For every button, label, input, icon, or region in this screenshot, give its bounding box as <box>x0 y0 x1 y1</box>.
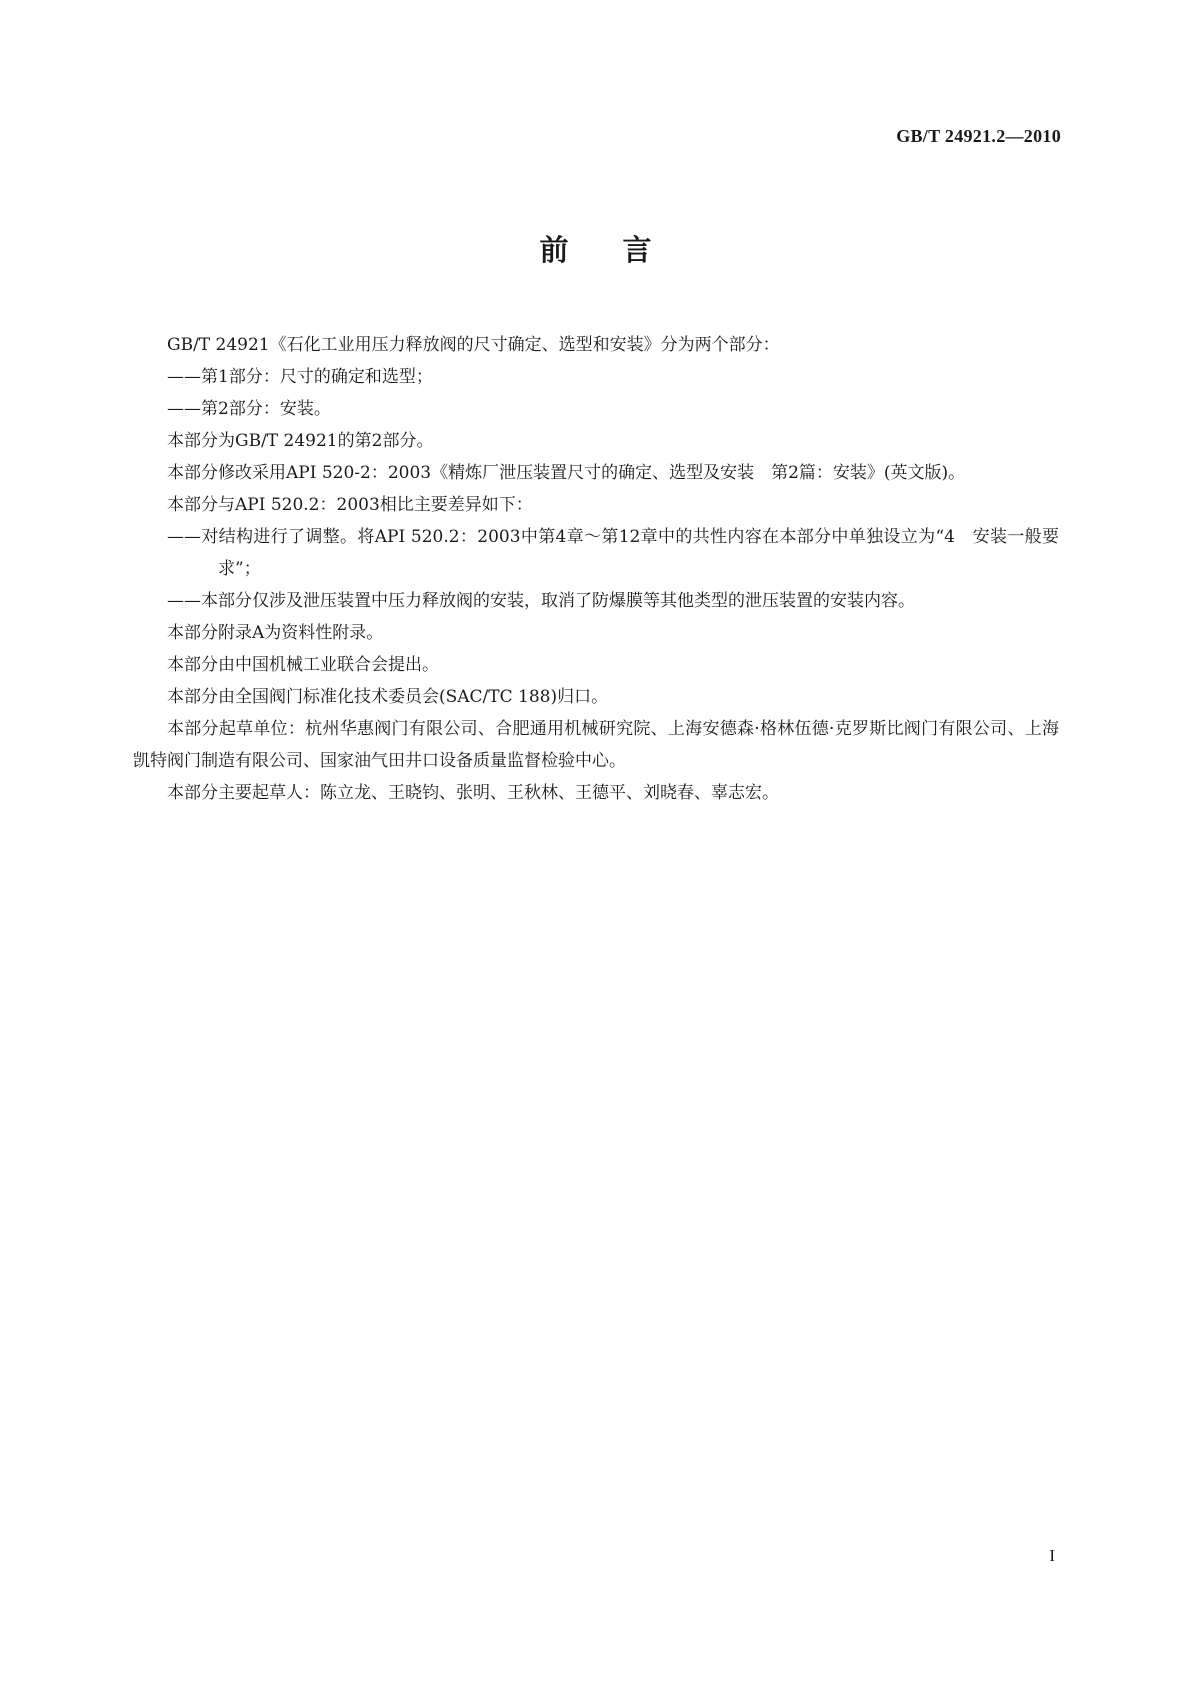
list-item-part-1: ——第1部分：尺寸的确定和选型； <box>167 367 433 387</box>
paragraph-adoption: 本部分修改采用API 520-2：2003《精炼厂泄压装置尺寸的确定、选型及安装 第2篇：安装》(英文版)。 <box>167 463 966 483</box>
standard-code: GB/T 24921.2—2010 <box>896 126 1061 146</box>
page-number: I <box>1049 1546 1055 1565</box>
paragraph-drafters: 本部分主要起草人：陈立龙、王晓钧、张明、王秋林、王德平、刘晓春、辜志宏。 <box>167 783 779 803</box>
list-item-difference-scope: ——本部分仅涉及泄压装置中压力释放阀的安装，取消了防爆膜等其他类型的泄压装置的安装内容。 <box>167 591 915 611</box>
list-item-part-2: ——第2部分：安装。 <box>167 399 331 419</box>
page-title: 前言 <box>539 233 706 267</box>
paragraph-differences-intro: 本部分与API 520.2：2003相比主要差异如下： <box>167 495 533 515</box>
paragraph-technical-committee: 本部分由全国阀门标准化技术委员会(SAC/TC 188)归口。 <box>167 687 609 707</box>
paragraph-annex: 本部分附录A为资料性附录。 <box>167 623 384 643</box>
list-item-difference-structure: ——对结构进行了调整。将API 520.2：2003中第4章～第12章中的共性内容在本部分中单独设立为“4 安装一般要求”； <box>167 527 1059 579</box>
paragraph-proposer: 本部分由中国机械工业联合会提出。 <box>167 655 439 675</box>
paragraph-parts-intro: GB/T 24921《石化工业用压力释放阀的尺寸确定、选型和安装》分为两个部分： <box>167 335 780 355</box>
paragraph-drafting-units: 本部分起草单位：杭州华惠阀门有限公司、合肥通用机械研究院、上海安德森·格林伍德·克罗斯比阀门有限公司、上海凯特阀门制造有限公司、国家油气田井口设备质量监督检验中心。 <box>133 719 1059 771</box>
paragraph-this-part: 本部分为GB/T 24921的第2部分。 <box>167 431 434 451</box>
foreword-body <box>133 329 1059 809</box>
